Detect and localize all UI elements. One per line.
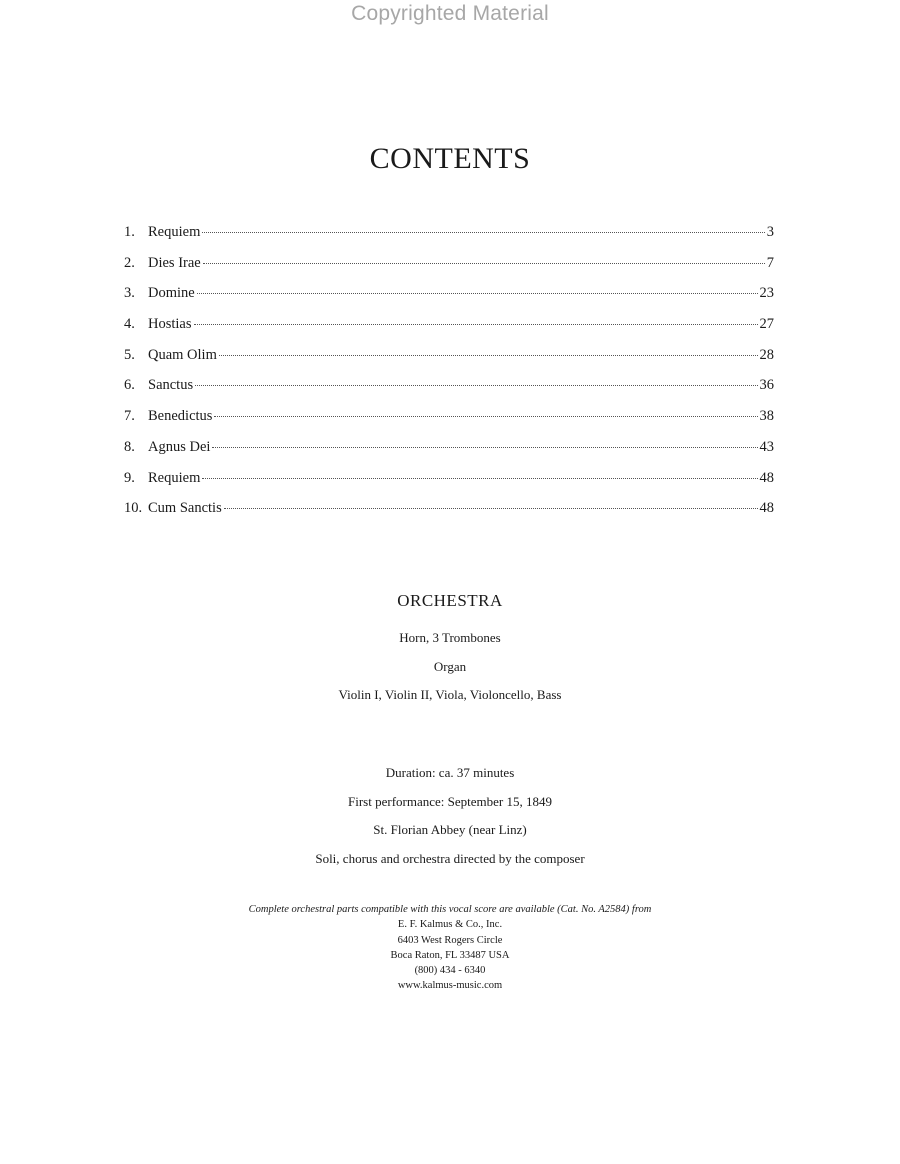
publisher-name: E. F. Kalmus & Co., Inc. <box>397 919 503 931</box>
toc-entry-title: Agnus Dei <box>148 438 211 455</box>
toc-entry-title: Requiem <box>148 224 201 240</box>
toc-entry <box>124 255 774 286</box>
toc-entry <box>124 377 774 408</box>
toc-entry-number: 8. <box>124 438 135 455</box>
toc-entry-page: 27 <box>759 316 774 333</box>
instrument-line: Organ <box>433 658 467 674</box>
toc-entry-number: 2. <box>124 254 135 271</box>
table-of-contents <box>124 224 774 531</box>
orchestra-heading: ORCHESTRA <box>397 591 503 610</box>
toc-entry-number: 7. <box>124 408 135 425</box>
toc-entry-page: 28 <box>759 346 774 363</box>
toc-dot-leader <box>197 293 758 294</box>
toc-entry-page: 38 <box>759 408 774 425</box>
toc-entry-title: Requiem <box>148 469 201 486</box>
performance-details <box>0 765 900 879</box>
publisher-phone: (800) 434 - 6340 <box>414 965 486 977</box>
toc-entry <box>124 408 774 439</box>
venue-line: St. Florian Abbey (near Linz) <box>373 822 527 837</box>
toc-entry <box>124 439 774 470</box>
toc-entry-page: 36 <box>759 377 774 394</box>
orchestral-parts-note <box>0 902 900 994</box>
toc-entry <box>124 285 774 316</box>
toc-dot-leader <box>195 385 757 386</box>
instrument-line: Violin I, Violin II, Viola, Violoncello, Bass <box>338 687 562 702</box>
toc-entry-number: 6. <box>124 377 135 394</box>
toc-entry <box>124 224 774 255</box>
toc-entry-page: 23 <box>759 285 774 302</box>
toc-entry-title: Dies Irae <box>148 254 201 271</box>
publisher-website: www.kalmus-music.com <box>397 980 503 992</box>
toc-entry-title: Benedictus <box>148 408 213 425</box>
toc-entry-number: 5. <box>124 346 135 363</box>
toc-entry-number: 10. <box>124 500 143 517</box>
toc-entry <box>124 347 774 378</box>
toc-entry-page: 48 <box>759 500 774 517</box>
toc-dot-leader <box>202 478 757 479</box>
toc-dot-leader <box>202 232 764 233</box>
toc-dot-leader <box>203 263 765 264</box>
publisher-city: Boca Raton, FL 33487 USA <box>390 949 510 961</box>
toc-entry-page: 43 <box>759 438 774 455</box>
instrument-line: Horn, 3 Trombones <box>399 630 501 645</box>
toc-entry-title: Domine <box>148 285 195 302</box>
toc-entry-page: 48 <box>759 469 774 486</box>
toc-entry-title: Cum Sanctis <box>148 500 222 517</box>
toc-dot-leader <box>194 324 758 325</box>
toc-entry-title: Sanctus <box>148 377 194 394</box>
parts-availability-statement: Complete orchestral parts compatible with this vocal score are available (Cat. No. A2584) from <box>248 904 652 915</box>
toc-entry <box>124 470 774 501</box>
page-title: CONTENTS <box>369 142 531 175</box>
toc-dot-leader <box>219 355 758 356</box>
toc-entry <box>124 500 774 531</box>
toc-entry-page: 7 <box>766 254 774 271</box>
toc-dot-leader <box>212 447 757 448</box>
toc-dot-leader <box>224 508 758 509</box>
toc-entry-number: 1. <box>124 224 135 240</box>
orchestra-instrumentation <box>0 630 900 716</box>
direction-line: Soli, chorus and orchestra directed by the composer <box>315 850 585 866</box>
toc-entry <box>124 316 774 347</box>
duration-line: Duration: ca. 37 minutes <box>385 765 515 780</box>
toc-entry-number: 4. <box>124 316 135 333</box>
first-performance-line: First performance: September 15, 1849 <box>348 793 552 809</box>
toc-entry-number: 9. <box>124 469 135 486</box>
toc-dot-leader <box>214 416 757 417</box>
toc-entry-title: Quam Olim <box>148 346 217 363</box>
toc-entry-number: 3. <box>124 285 135 302</box>
toc-entry-page: 3 <box>766 224 774 240</box>
toc-entry-title: Hostias <box>148 316 192 333</box>
copyright-watermark: Copyrighted Material <box>351 2 549 25</box>
publisher-street: 6403 West Rogers Circle <box>397 934 503 946</box>
